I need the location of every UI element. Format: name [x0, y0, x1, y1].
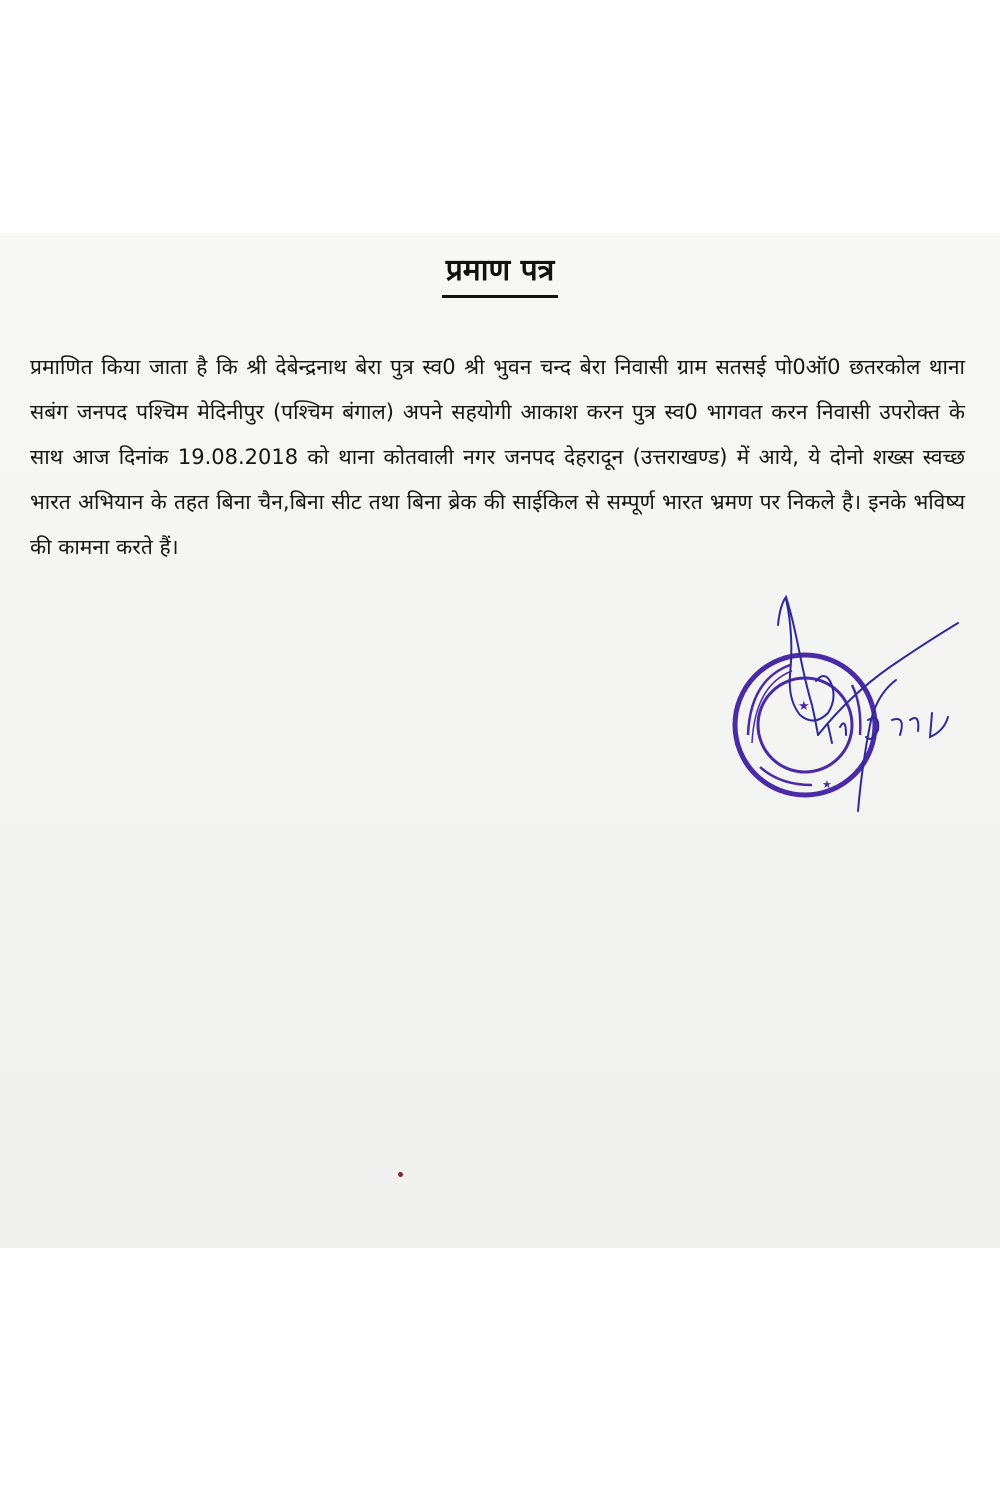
document-title [0, 248, 1000, 298]
svg-text:★: ★ [798, 699, 810, 714]
certificate-body-text: प्रमाणित किया जाता है कि श्री देबेन्द्रनाथ बेरा पुत्र स्व0 श्री भुवन चन्द बेरा निवासी ग्राम सतसई पो0ऑ0 छतरकोल थाना सबंग जनपद पश्चिम मेदिनीपुर (पश्चिम बंगाल) अपने सहयोगी आकाश करन पुत्र स्व0 भागवत करन निवासी उपरोक्त के साथ आज दिनांक 19.08.2018 को थाना कोतवाली नगर जनपद देहरादून (उत्तराखण्ड) में आये, ये दोनो शख्स स्वच्छ भारत अभियान के तहत बिना चैन,बिना सीट तथा बिना ब्रेक की साईकिल से सम्पूर्ण भारत भ्रमण पर निकले है। इनके भविष्य की कामना करते हैं। [30, 355, 965, 559]
stamp-and-signature [720, 585, 980, 815]
paper-speck [398, 1172, 403, 1177]
svg-text:★: ★ [822, 778, 832, 791]
document-title-text: प्रमाण पत्र [442, 248, 559, 298]
